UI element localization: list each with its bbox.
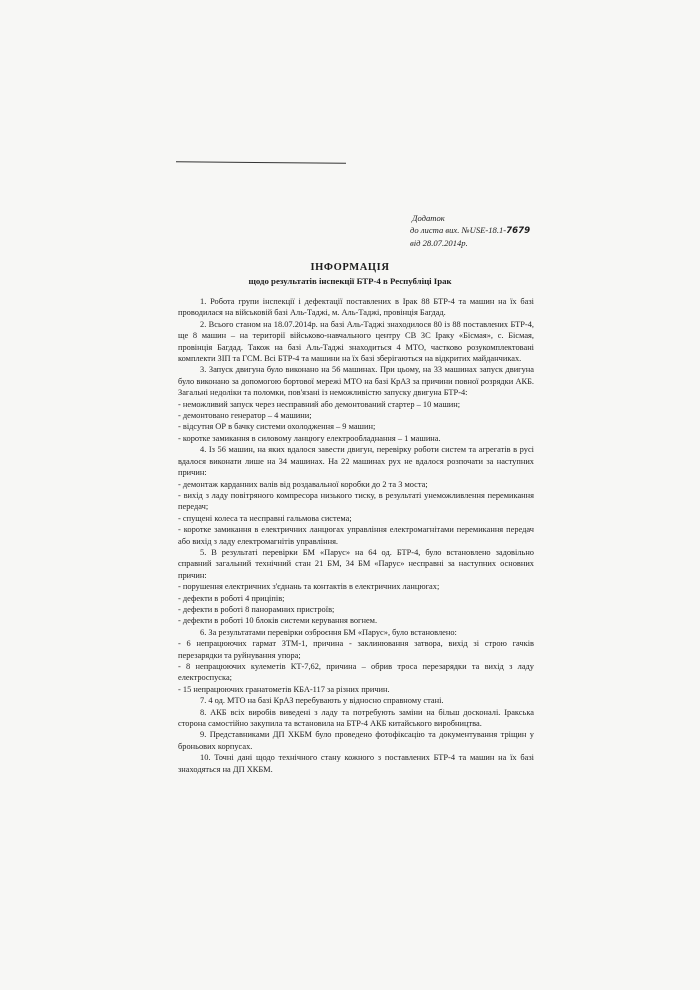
scan-artifact-line bbox=[176, 161, 346, 163]
list-item: - 15 непрацюючих гранатометів КБА-117 за різних причин. bbox=[178, 684, 390, 694]
addendum-date: від 28.07.2014р. bbox=[410, 238, 468, 248]
list-item: - відсутня ОР в бачку системи охолодження – 9 машин; bbox=[178, 422, 376, 432]
paragraph: 3. Запуск двигуна було виконано на 56 машинах. При цьому, на 33 машинах запуск двигуна було виконано за допомогою бортової мережі МТО на базі КрАЗ за причини повної розрядки АКБ. Загальні недоліки та поломки, пов'язані із неможливістю запуску двигуна БТР-4: bbox=[178, 365, 534, 398]
paragraph: 5. В результаті перевірки БМ «Парус» на 64 од. БТР-4, було встановлено задовільно справний загальний технічний стан 21 БМ, 34 БМ «Парус» несправні за наступних основних причин: bbox=[178, 547, 534, 580]
addendum-letter-handwritten: 7679 bbox=[506, 226, 531, 236]
list-item: - дефекти в роботі 8 панорамних пристроїв; bbox=[178, 604, 335, 614]
list-item: - порушення електричних з'єднань та контактів в електричних ланцюгах; bbox=[178, 582, 440, 592]
list-item: - неможливий запуск через несправний або демонтований стартер – 10 машин; bbox=[178, 399, 461, 409]
addendum-title: Додаток bbox=[412, 213, 445, 223]
addendum-letter-ref bbox=[410, 224, 530, 237]
list-item: - 6 непрацюючих гармат ЗТМ-1, причина - заклинювання затвора, вихід зі строю гачків перезарядки та руйнування упора; bbox=[178, 639, 534, 660]
list-item: - дефекти в роботі 10 блоків системи керування вогнем. bbox=[178, 616, 378, 626]
document-title: ІНФОРМАЦІЯ bbox=[310, 262, 390, 273]
paragraph: 4. Із 56 машин, на яких вдалося завести двигун, перевірку роботи систем та агрегатів в русі вдалося виконати лише на 34 машинах. На 22 машинах рух не вдалося розпочати за наступних причин: bbox=[178, 445, 534, 478]
paragraph: 2. Всього станом на 18.07.2014р. на базі Аль-Таджі знаходилося 80 із 88 поставлених БТР-4, ще 8 машин – на території військово-навчального центру СВ ЗС Іраку «Бісмая», с. Бісмая, провінція Багдад. Також на базі Аль-Таджі знаходиться 4 МТО, частково розукомплектовані комплекти ЗІП та ГСМ. Всі БТР-4 та машини на їх базі зберігаються на відкритих майданчиках. bbox=[178, 319, 534, 364]
paragraph: 9. Представниками ДП ХКБМ було проведено фотофіксацію та документування тріщин у броньових корпусах. bbox=[178, 730, 534, 751]
paragraph: 1. Робота групи інспекції і дефектації поставлених в Ірак 88 БТР-4 та машин на їх базі проводилася на військовій базі Аль-Таджі, м. Аль-Таджі, провінція Багдад. bbox=[178, 297, 534, 318]
list-item: - дефекти в роботі 4 приціпів; bbox=[178, 593, 285, 603]
list-item: - коротке замикання в силовому ланцюгу електрообладнання – 1 машина. bbox=[178, 433, 441, 443]
document-subtitle: щодо результатів інспекції БТР-4 в Республіці Ірак bbox=[248, 276, 452, 286]
list-item: - коротке замикання в електричних ланцюгах управління електромагнітами перемикання передач або вихід з ладу електромагнітів управління. bbox=[178, 525, 534, 546]
paragraph: 10. Точні дані щодо технічного стану кожного з поставлених БТР-4 та машин на їх базі знаходяться на ДП ХКБМ. bbox=[178, 753, 534, 774]
addendum-block bbox=[410, 212, 530, 249]
document-body bbox=[178, 296, 534, 775]
list-item: - 8 непрацюючих кулеметів КТ-7,62, причина – обрив троса перезарядки та вихід з ладу електроспуска; bbox=[178, 662, 534, 683]
list-item: - спущені колеса та несправні гальмова система; bbox=[178, 513, 352, 523]
paragraph: 6. За результатами перевірки озброєння БМ «Парус», було встановлено: bbox=[200, 627, 457, 637]
list-item: - демонтовано генератор – 4 машини; bbox=[178, 411, 312, 421]
paragraph: 7. 4 од. МТО на базі КрАЗ перебувають у відносно справному стані. bbox=[200, 696, 444, 706]
addendum-letter-number: до листа вих. №USE-18.1- bbox=[410, 225, 507, 235]
paragraph: 8. АКБ всіх виробів виведені з ладу та потребують заміни на більш досконалі. Іракська сторона самостійно закупила та встановила на БТР-4 АКБ китайського виробництва. bbox=[178, 707, 534, 729]
list-item: - вихід з ладу повітряного компресора низького тиску, в результаті унеможливлення перемикання передач; bbox=[178, 490, 534, 512]
list-item: - демонтаж карданних валів від роздавальної коробки до 2 та 3 моста; bbox=[178, 479, 428, 489]
